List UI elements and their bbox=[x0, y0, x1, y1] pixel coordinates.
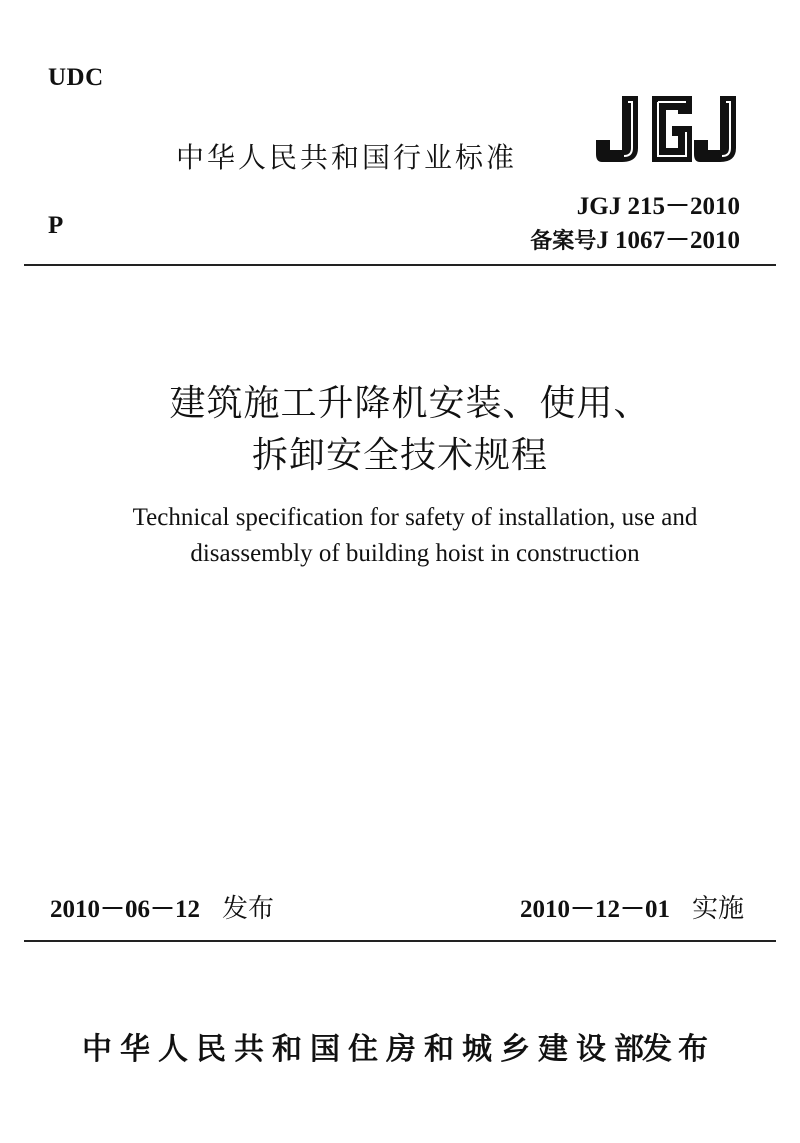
standard-number: JGJ 215－2010 bbox=[576, 193, 740, 220]
publish-label: 发布 bbox=[642, 1032, 714, 1067]
title-english-line1: Technical specification for safety of installation, use and bbox=[132, 504, 698, 531]
implement-date: 2010－12－01 bbox=[519, 896, 670, 923]
classification-letter: P bbox=[48, 212, 64, 239]
industry-standard-title: 中华人民共和国行业标准 bbox=[176, 141, 518, 174]
implement-date-line bbox=[520, 888, 744, 925]
udc-label: UDC bbox=[48, 64, 104, 91]
publisher-name: 中华人民共和国住房和城乡建设部 bbox=[82, 1032, 652, 1067]
issue-label: 发布 bbox=[222, 894, 275, 924]
title-chinese-line1: 建筑施工升降机安装、使用、 bbox=[169, 383, 651, 424]
record-label: 备案号 bbox=[530, 229, 597, 254]
jgj-logo bbox=[594, 92, 742, 166]
issue-date: 2010－06－12 bbox=[50, 896, 201, 923]
title-chinese-line2: 拆卸安全技术规程 bbox=[251, 435, 548, 476]
implement-label: 实施 bbox=[691, 894, 744, 924]
footer-divider bbox=[24, 940, 776, 942]
header-divider bbox=[24, 264, 776, 266]
issue-date-line bbox=[50, 888, 274, 925]
record-number-line bbox=[530, 220, 740, 256]
record-number: J 1067－2010 bbox=[596, 227, 740, 254]
title-english-line2: disassembly of building hoist in construction bbox=[190, 540, 640, 567]
